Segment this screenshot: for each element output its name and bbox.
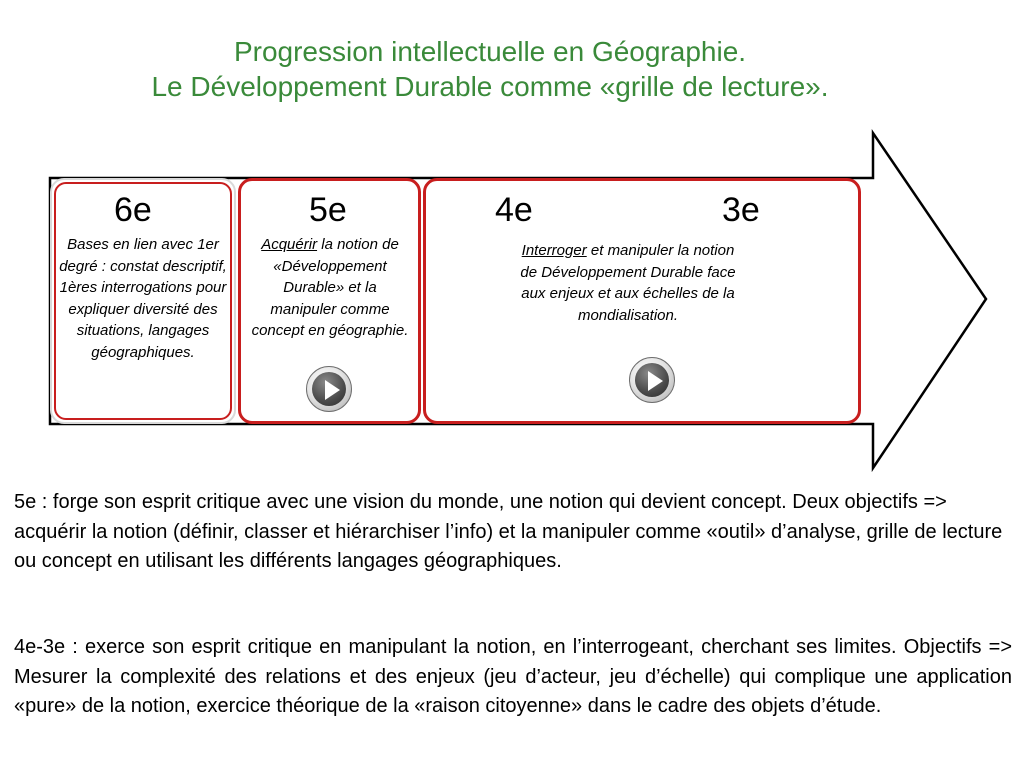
level-6e-description: Bases en lien avec 1er degré : constat descriptif, 1ères interrogations pour expliquer diversité des situations, langages géographiques. (59, 236, 227, 361)
play-icon[interactable] (629, 357, 675, 403)
level-5e-verb: Acquérir (261, 236, 318, 253)
level-4e-3e-verb: Interroger (521, 242, 587, 259)
level-4e-3e-description (513, 240, 743, 326)
level-5e-description-rest: la notion de «Développement Durable» et la manipuler comme concept en géographie. (251, 236, 409, 339)
level-4e-3e-description-rest: et manipuler la notion de Développement Durable face aux enjeux et aux échelles de la mondialisation. (520, 242, 736, 324)
paragraph-5e: 5e : forge son esprit critique avec une vision du monde, une notion qui devient concept. Deux objectifs => acquérir la notion (définir, classer et hiérarchiser l’info) et la manipuler comme «outil» d’analyse, grille de lecture ou concept en utilisant les différents langages géographiques. (14, 491, 1003, 572)
title-line-2: Le Développement Durable comme «grille de lecture». (151, 71, 829, 102)
level-6e-label: 6e (114, 191, 152, 229)
title-line-1: Progression intellectuelle en Géographie. (233, 36, 747, 67)
play-icon[interactable] (306, 366, 352, 412)
paragraph-4e-3e: 4e-3e : exerce son esprit critique en manipulant la notion, en l’interrogeant, cherchant ses limites. Objectifs => Mesurer la complexité des relations et des enjeux (jeu d’acteur, jeu d’échelle) qui complique une application «pure» de la notion, exercice théorique de la «raison citoyenne» dans le cadre des objets d’étude. (14, 636, 1012, 717)
level-5e-description (249, 234, 411, 342)
level-3e-label: 3e (722, 191, 760, 229)
level-5e-label: 5e (309, 191, 347, 229)
level-4e-label: 4e (495, 191, 533, 229)
